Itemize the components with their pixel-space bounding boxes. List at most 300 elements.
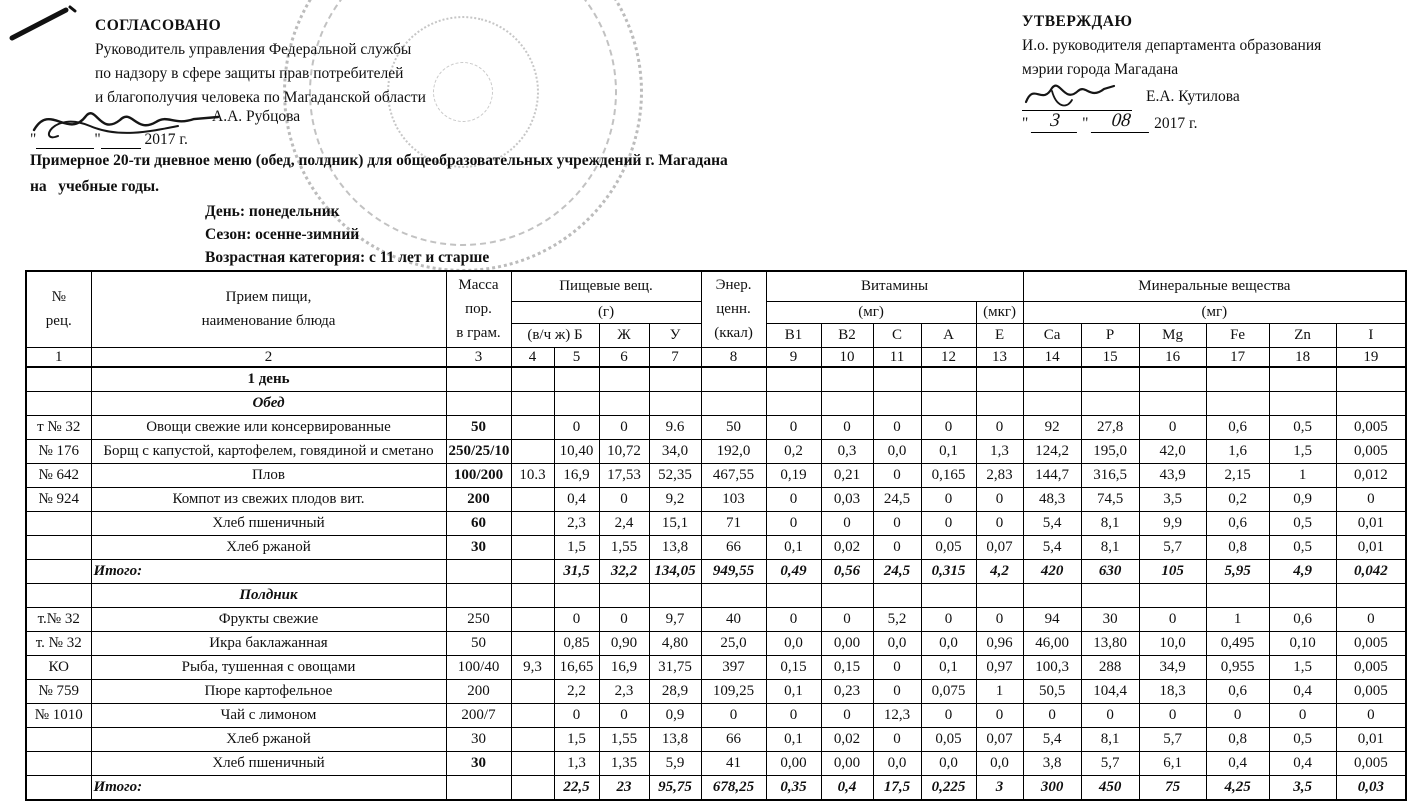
dish-name-cell: Итого: xyxy=(91,560,446,584)
value-cell: 40 xyxy=(701,608,766,632)
value-cell: 0 xyxy=(976,608,1023,632)
value-cell: 0,005 xyxy=(1336,752,1406,776)
value-cell: 250 xyxy=(446,608,511,632)
value-cell: 450 xyxy=(1081,776,1139,801)
quote-close: " xyxy=(1082,115,1089,132)
approval-left-line: и благополучия человека по Магаданской области xyxy=(95,89,426,106)
stamp-center-ring xyxy=(427,56,500,129)
recipe-number-cell xyxy=(26,512,91,536)
value-cell xyxy=(1206,367,1269,392)
header-e: E xyxy=(976,323,1023,347)
column-number: 15 xyxy=(1081,347,1139,367)
value-cell: 31,75 xyxy=(649,656,701,680)
table-row xyxy=(26,632,1406,656)
blank-line xyxy=(101,133,141,149)
column-number: 3 xyxy=(446,347,511,367)
value-cell: 0 xyxy=(921,512,976,536)
column-number: 8 xyxy=(701,347,766,367)
value-cell: 0,495 xyxy=(1206,632,1269,656)
value-cell: 0 xyxy=(921,608,976,632)
value-cell: 0 xyxy=(921,416,976,440)
value-cell: 630 xyxy=(1081,560,1139,584)
value-cell: 3,5 xyxy=(1269,776,1336,801)
dish-name-cell: Икра баклажанная xyxy=(91,632,446,656)
value-cell xyxy=(1336,392,1406,416)
value-cell: 3,8 xyxy=(1023,752,1081,776)
table-row xyxy=(26,680,1406,704)
value-cell xyxy=(976,392,1023,416)
dish-name-cell: Пюре картофельное xyxy=(91,680,446,704)
table-row xyxy=(26,488,1406,512)
column-number: 19 xyxy=(1336,347,1406,367)
value-cell: 1,5 xyxy=(1269,656,1336,680)
menu-table xyxy=(25,270,1407,801)
value-cell: 9,2 xyxy=(649,488,701,512)
dish-name-cell: Плов xyxy=(91,464,446,488)
value-cell xyxy=(649,584,701,608)
value-cell: 134,05 xyxy=(649,560,701,584)
value-cell: 100/200 xyxy=(446,464,511,488)
value-cell: 0,4 xyxy=(1269,752,1336,776)
value-cell: 50 xyxy=(446,416,511,440)
column-number: 4 xyxy=(511,347,554,367)
value-cell: 32,2 xyxy=(599,560,649,584)
value-cell: 0,03 xyxy=(821,488,873,512)
value-cell: 0 xyxy=(1081,704,1139,728)
value-cell xyxy=(554,392,599,416)
value-cell: 30 xyxy=(1081,608,1139,632)
value-cell: 1,5 xyxy=(1269,440,1336,464)
header-meal-2: наименование блюда xyxy=(201,313,336,330)
header-b2: B2 xyxy=(821,323,873,347)
value-cell: 0,012 xyxy=(1336,464,1406,488)
value-cell: 103 xyxy=(701,488,766,512)
value-cell: 0,85 xyxy=(554,632,599,656)
blank-line xyxy=(36,133,94,149)
value-cell: 9.6 xyxy=(649,416,701,440)
value-cell: 50 xyxy=(701,416,766,440)
recipe-number-cell: т № 32 xyxy=(26,416,91,440)
value-cell: 0,0 xyxy=(873,440,921,464)
header-c: C xyxy=(873,323,921,347)
table-row xyxy=(26,776,1406,801)
value-cell: 0,1 xyxy=(766,680,821,704)
header-rec-number xyxy=(26,271,91,347)
value-cell xyxy=(511,680,554,704)
value-cell: 18,3 xyxy=(1139,680,1206,704)
value-cell xyxy=(1023,367,1081,392)
value-cell: 0,955 xyxy=(1206,656,1269,680)
value-cell: 0,1 xyxy=(921,440,976,464)
value-cell: 4,9 xyxy=(1269,560,1336,584)
dish-name-cell: Полдник xyxy=(91,584,446,608)
value-cell xyxy=(873,584,921,608)
value-cell: 0 xyxy=(599,416,649,440)
value-cell: 200/7 xyxy=(446,704,511,728)
value-cell: 5,7 xyxy=(1081,752,1139,776)
column-number: 17 xyxy=(1206,347,1269,367)
value-cell: 0,02 xyxy=(821,536,873,560)
value-cell: 0,1 xyxy=(766,728,821,752)
value-cell: 0 xyxy=(554,416,599,440)
header-vitamins-mg: (мг) xyxy=(766,301,976,323)
dish-name-cell: Овощи свежие или консервированные xyxy=(91,416,446,440)
value-cell: 16,9 xyxy=(554,464,599,488)
value-cell: 0,96 xyxy=(976,632,1023,656)
value-cell: 5,95 xyxy=(1206,560,1269,584)
column-number: 16 xyxy=(1139,347,1206,367)
signature-right-underline xyxy=(1022,95,1132,111)
menu-table-body xyxy=(26,367,1406,800)
value-cell: 5,4 xyxy=(1023,512,1081,536)
value-cell: 0,005 xyxy=(1336,440,1406,464)
dish-name-cell: Итого: xyxy=(91,776,446,801)
value-cell xyxy=(1336,367,1406,392)
dish-name-cell: 1 день xyxy=(91,367,446,392)
value-cell xyxy=(1206,392,1269,416)
value-cell xyxy=(554,584,599,608)
value-cell: 0 xyxy=(873,728,921,752)
value-cell: 0,075 xyxy=(921,680,976,704)
value-cell: 0,8 xyxy=(1206,536,1269,560)
value-cell: 0,5 xyxy=(1269,536,1336,560)
doc-age-category: Возрастная категория: с 11 лет и старше xyxy=(205,249,490,266)
value-cell: 5,9 xyxy=(649,752,701,776)
table-row xyxy=(26,536,1406,560)
value-cell: 0 xyxy=(599,488,649,512)
value-cell: 9,3 xyxy=(511,656,554,680)
header-minerals-mg: (мг) xyxy=(1023,301,1406,323)
value-cell: 3 xyxy=(976,776,1023,801)
dish-name-cell: Фрукты свежие xyxy=(91,608,446,632)
value-cell: 41 xyxy=(701,752,766,776)
value-cell: 9,9 xyxy=(1139,512,1206,536)
recipe-number-cell: № 1010 xyxy=(26,704,91,728)
table-row xyxy=(26,608,1406,632)
table-row xyxy=(26,752,1406,776)
value-cell: 0 xyxy=(873,464,921,488)
value-cell: 0 xyxy=(821,416,873,440)
value-cell: 0,90 xyxy=(599,632,649,656)
value-cell: 13,8 xyxy=(649,728,701,752)
value-cell xyxy=(511,488,554,512)
value-cell: 0,1 xyxy=(766,536,821,560)
value-cell xyxy=(1081,392,1139,416)
value-cell: 1,6 xyxy=(1206,440,1269,464)
value-cell: 0,49 xyxy=(766,560,821,584)
value-cell: 0,5 xyxy=(1269,728,1336,752)
value-cell xyxy=(1139,367,1206,392)
value-cell xyxy=(511,752,554,776)
value-cell: 74,5 xyxy=(1081,488,1139,512)
header-row-1 xyxy=(26,271,1406,301)
recipe-number-cell xyxy=(26,728,91,752)
value-cell: 0,02 xyxy=(821,728,873,752)
column-number: 6 xyxy=(599,347,649,367)
value-cell: 24,5 xyxy=(873,488,921,512)
table-row xyxy=(26,440,1406,464)
value-cell: 316,5 xyxy=(1081,464,1139,488)
value-cell: 1,5 xyxy=(554,536,599,560)
value-cell xyxy=(1081,367,1139,392)
value-cell xyxy=(599,367,649,392)
value-cell: 0,01 xyxy=(1336,728,1406,752)
header-mass-3: в грам. xyxy=(456,325,501,342)
value-cell: 2,83 xyxy=(976,464,1023,488)
value-cell: 75 xyxy=(1139,776,1206,801)
value-cell: 0,05 xyxy=(921,728,976,752)
header-zh: Ж xyxy=(599,323,649,347)
value-cell: 5,7 xyxy=(1139,728,1206,752)
value-cell: 0,042 xyxy=(1336,560,1406,584)
value-cell: 43,9 xyxy=(1139,464,1206,488)
value-cell xyxy=(511,367,554,392)
value-cell: 8,1 xyxy=(1081,728,1139,752)
value-cell: 0,3 xyxy=(821,440,873,464)
value-cell xyxy=(511,728,554,752)
value-cell: 0,6 xyxy=(1206,416,1269,440)
value-cell: 3,5 xyxy=(1139,488,1206,512)
value-cell: 0 xyxy=(1336,488,1406,512)
header-vitamins-mkg: (мкг) xyxy=(976,301,1023,323)
header-nutrients: Пищевые вещ. xyxy=(511,271,701,301)
header-vitamins: Витамины xyxy=(766,271,1023,301)
value-cell: 195,0 xyxy=(1081,440,1139,464)
value-cell: 0,56 xyxy=(821,560,873,584)
header-i: I xyxy=(1336,323,1406,347)
value-cell: 5,4 xyxy=(1023,728,1081,752)
value-cell xyxy=(554,367,599,392)
header-no: № xyxy=(51,289,66,306)
table-row xyxy=(26,464,1406,488)
dish-name-cell: Чай с лимоном xyxy=(91,704,446,728)
value-cell: 200 xyxy=(446,488,511,512)
table-row xyxy=(26,392,1406,416)
value-cell: 0,00 xyxy=(821,752,873,776)
value-cell xyxy=(873,392,921,416)
value-cell: 50 xyxy=(446,632,511,656)
recipe-number-cell: КО xyxy=(26,656,91,680)
value-cell: 60 xyxy=(446,512,511,536)
value-cell: 678,25 xyxy=(701,776,766,801)
column-number: 12 xyxy=(921,347,976,367)
recipe-number-cell: № 759 xyxy=(26,680,91,704)
value-cell: 0,19 xyxy=(766,464,821,488)
value-cell xyxy=(921,584,976,608)
header-zn: Zn xyxy=(1269,323,1336,347)
quote-close: " xyxy=(94,131,101,148)
recipe-number-cell xyxy=(26,536,91,560)
value-cell xyxy=(873,367,921,392)
header-energy-2: ценн. xyxy=(716,301,751,318)
value-cell xyxy=(511,392,554,416)
value-cell: 467,55 xyxy=(701,464,766,488)
approval-right-month: 08 xyxy=(1091,112,1151,133)
value-cell: 0,9 xyxy=(1269,488,1336,512)
value-cell: 0 xyxy=(976,416,1023,440)
value-cell: 10.3 xyxy=(511,464,554,488)
value-cell: 0 xyxy=(873,512,921,536)
value-cell: 34,9 xyxy=(1139,656,1206,680)
value-cell: 1,55 xyxy=(599,536,649,560)
value-cell: 1,55 xyxy=(599,728,649,752)
header-mg: Mg xyxy=(1139,323,1206,347)
approval-right-year: 2017 г. xyxy=(1154,115,1198,132)
value-cell: 0,21 xyxy=(821,464,873,488)
header-energy-1: Энер. xyxy=(715,277,752,294)
recipe-number-cell xyxy=(26,584,91,608)
value-cell: 42,0 xyxy=(1139,440,1206,464)
value-cell: 8,1 xyxy=(1081,536,1139,560)
header-mass xyxy=(446,271,511,347)
value-cell: 0 xyxy=(554,704,599,728)
value-cell xyxy=(1023,392,1081,416)
value-cell: 13,8 xyxy=(649,536,701,560)
value-cell xyxy=(511,584,554,608)
column-number: 5 xyxy=(554,347,599,367)
value-cell: 300 xyxy=(1023,776,1081,801)
value-cell: 1,3 xyxy=(976,440,1023,464)
column-number: 7 xyxy=(649,347,701,367)
value-cell: 2,3 xyxy=(554,512,599,536)
value-cell: 0,00 xyxy=(766,752,821,776)
value-cell: 0 xyxy=(1269,704,1336,728)
header-nutrients-unit: (г) xyxy=(511,301,701,323)
value-cell: 30 xyxy=(446,752,511,776)
recipe-number-cell: № 642 xyxy=(26,464,91,488)
header-energy xyxy=(701,271,766,347)
table-row xyxy=(26,656,1406,680)
value-cell: 192,0 xyxy=(701,440,766,464)
value-cell: 0,5 xyxy=(1269,416,1336,440)
header-minerals: Минеральные вещества xyxy=(1023,271,1406,301)
value-cell: 0,03 xyxy=(1336,776,1406,801)
value-cell: 0 xyxy=(766,488,821,512)
value-cell: 0 xyxy=(599,704,649,728)
value-cell: 95,75 xyxy=(649,776,701,801)
value-cell: 31,5 xyxy=(554,560,599,584)
dish-name-cell: Рыба, тушенная с овощами xyxy=(91,656,446,680)
value-cell: 0,4 xyxy=(1206,752,1269,776)
value-cell: 0,6 xyxy=(1206,512,1269,536)
value-cell xyxy=(649,392,701,416)
value-cell: 46,00 xyxy=(1023,632,1081,656)
value-cell: 17,5 xyxy=(873,776,921,801)
value-cell xyxy=(821,367,873,392)
approval-right-date-line xyxy=(1022,112,1198,133)
doc-title-line1: Примерное 20-ти дневное меню (обед, полдник) для общеобразовательных учреждений г. Магадана xyxy=(30,152,728,169)
value-cell: 0 xyxy=(766,416,821,440)
value-cell: 2,4 xyxy=(599,512,649,536)
quote-open: " xyxy=(30,131,37,148)
value-cell: 0,0 xyxy=(873,632,921,656)
header-u: У xyxy=(649,323,701,347)
value-cell: 0,07 xyxy=(976,728,1023,752)
value-cell: 0,05 xyxy=(921,536,976,560)
value-cell: 4,25 xyxy=(1206,776,1269,801)
approval-left-signatory: А.А. Рубцова xyxy=(212,108,301,125)
recipe-number-cell: т.№ 32 xyxy=(26,608,91,632)
value-cell xyxy=(1139,584,1206,608)
value-cell: 0 xyxy=(1139,704,1206,728)
value-cell: 949,55 xyxy=(701,560,766,584)
value-cell: 288 xyxy=(1081,656,1139,680)
value-cell: 0,0 xyxy=(976,752,1023,776)
value-cell: 0 xyxy=(821,704,873,728)
value-cell: 0 xyxy=(873,680,921,704)
value-cell: 0,5 xyxy=(1269,512,1336,536)
pen-mark xyxy=(8,2,83,44)
value-cell: 15,1 xyxy=(649,512,701,536)
recipe-number-cell: № 176 xyxy=(26,440,91,464)
value-cell: 124,2 xyxy=(1023,440,1081,464)
value-cell: 0 xyxy=(1023,704,1081,728)
header-fe: Fe xyxy=(1206,323,1269,347)
value-cell: 0 xyxy=(873,656,921,680)
approval-right-block xyxy=(1022,10,1321,82)
value-cell xyxy=(511,536,554,560)
value-cell: 0,4 xyxy=(821,776,873,801)
value-cell xyxy=(511,632,554,656)
value-cell: 0,4 xyxy=(554,488,599,512)
table-row xyxy=(26,560,1406,584)
value-cell: 0 xyxy=(821,512,873,536)
approval-right-line: И.о. руководителя департамента образования xyxy=(1022,37,1322,54)
value-cell: 0,4 xyxy=(1269,680,1336,704)
value-cell: 200 xyxy=(446,680,511,704)
value-cell: 2,3 xyxy=(599,680,649,704)
value-cell: 0,0 xyxy=(873,752,921,776)
value-cell: 16,65 xyxy=(554,656,599,680)
value-cell: 0,15 xyxy=(821,656,873,680)
value-cell: 1 xyxy=(1269,464,1336,488)
value-cell xyxy=(599,584,649,608)
quote-open: " xyxy=(1022,115,1029,132)
column-number: 18 xyxy=(1269,347,1336,367)
value-cell xyxy=(1206,584,1269,608)
value-cell: 0,23 xyxy=(821,680,873,704)
value-cell: 0,10 xyxy=(1269,632,1336,656)
value-cell: 0,15 xyxy=(766,656,821,680)
value-cell: 0,005 xyxy=(1336,416,1406,440)
value-cell: 0 xyxy=(599,608,649,632)
value-cell xyxy=(701,584,766,608)
value-cell: 0,315 xyxy=(921,560,976,584)
value-cell: 30 xyxy=(446,728,511,752)
table-row xyxy=(26,416,1406,440)
approval-left-line: Руководитель управления Федеральной службы xyxy=(95,41,412,58)
value-cell xyxy=(511,704,554,728)
table-row xyxy=(26,512,1406,536)
value-cell: 0 xyxy=(873,536,921,560)
recipe-number-cell xyxy=(26,776,91,801)
value-cell: 71 xyxy=(701,512,766,536)
dish-name-cell: Компот из свежих плодов вит. xyxy=(91,488,446,512)
recipe-number-cell: т. № 32 xyxy=(26,632,91,656)
column-number: 9 xyxy=(766,347,821,367)
value-cell xyxy=(701,367,766,392)
recipe-number-cell xyxy=(26,367,91,392)
value-cell: 105 xyxy=(1139,560,1206,584)
table-row xyxy=(26,704,1406,728)
value-cell xyxy=(446,392,511,416)
table-row xyxy=(26,367,1406,392)
value-cell: 0,005 xyxy=(1336,680,1406,704)
value-cell: 8,1 xyxy=(1081,512,1139,536)
value-cell: 0,35 xyxy=(766,776,821,801)
value-cell: 0 xyxy=(1336,704,1406,728)
header-mass-2: пор. xyxy=(465,301,492,318)
